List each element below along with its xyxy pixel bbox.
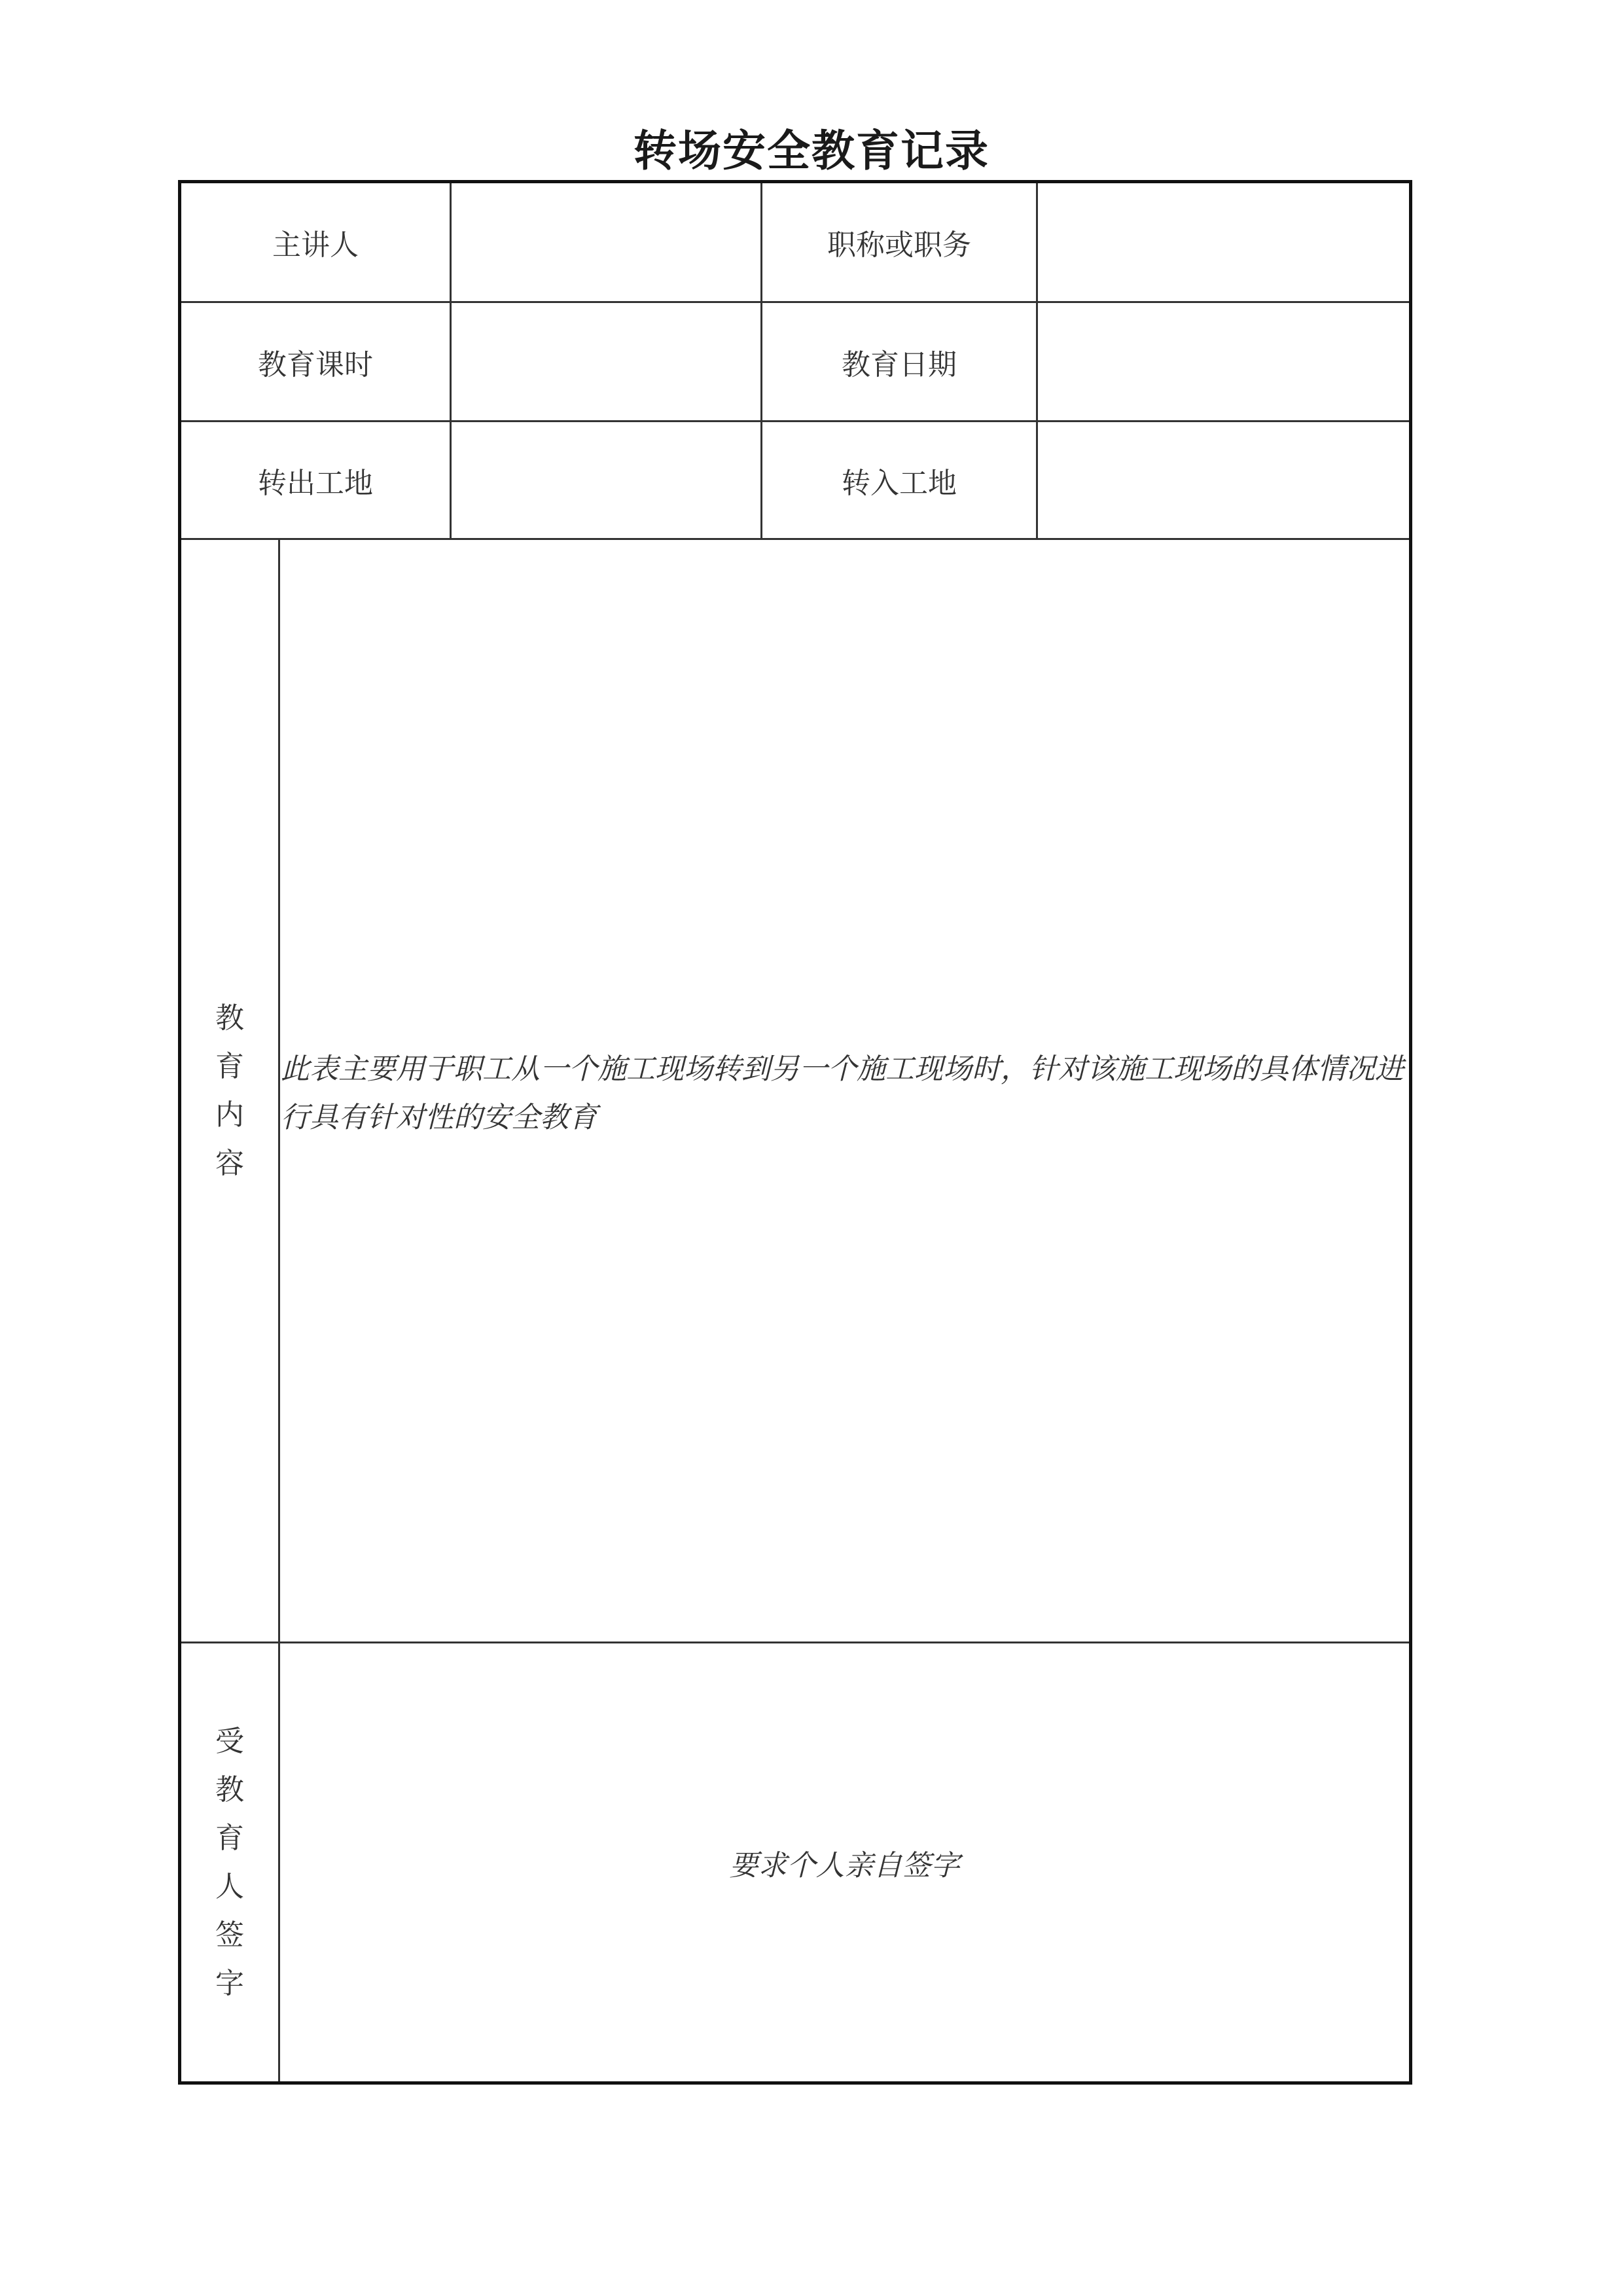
education-hours-field[interactable] bbox=[452, 303, 760, 420]
label-char: 育 bbox=[215, 1049, 244, 1083]
label-char: 容 bbox=[215, 1146, 244, 1180]
label-char: 育 bbox=[215, 1821, 244, 1855]
page-title: 转场安全教育记录 bbox=[633, 125, 990, 176]
trainee-signature-label bbox=[181, 1643, 278, 2081]
education-record-form bbox=[178, 180, 1412, 2085]
transfer-out-site-label: 转出工地 bbox=[258, 466, 373, 500]
label-char: 内 bbox=[215, 1098, 244, 1132]
content-note-line: 此表主要用于职工从一个施工现场转到另一个施工现场时，针对该施工现场的具体情况进 bbox=[281, 1052, 1404, 1086]
education-content-label bbox=[181, 540, 278, 1641]
lecturer-field[interactable] bbox=[452, 183, 760, 301]
signature-area[interactable] bbox=[280, 1643, 1409, 2081]
lecturer-label: 主讲人 bbox=[272, 228, 359, 262]
education-date-field[interactable] bbox=[1038, 303, 1409, 420]
label-char: 人 bbox=[215, 1869, 244, 1903]
transfer-out-site-field[interactable] bbox=[452, 422, 760, 538]
education-hours-label: 教育课时 bbox=[258, 348, 373, 382]
title-position-label: 职称或职务 bbox=[827, 228, 971, 262]
label-char: 教 bbox=[215, 1001, 244, 1035]
title-position-field[interactable] bbox=[1038, 183, 1409, 301]
label-char: 受 bbox=[215, 1724, 244, 1758]
transfer-in-site-field[interactable] bbox=[1038, 422, 1409, 538]
transfer-in-site-label: 转入工地 bbox=[842, 466, 957, 500]
label-char: 教 bbox=[215, 1772, 244, 1806]
content-note-line: 行具有针对性的安全教育 bbox=[281, 1101, 597, 1134]
education-date-label: 教育日期 bbox=[842, 348, 957, 382]
signature-note: 要求个人亲自签字 bbox=[729, 1848, 960, 1882]
education-content-area[interactable] bbox=[281, 1045, 1409, 1142]
grid-line bbox=[181, 538, 1409, 540]
label-char: 字 bbox=[215, 1966, 244, 2000]
label-char: 签 bbox=[215, 1918, 244, 1952]
